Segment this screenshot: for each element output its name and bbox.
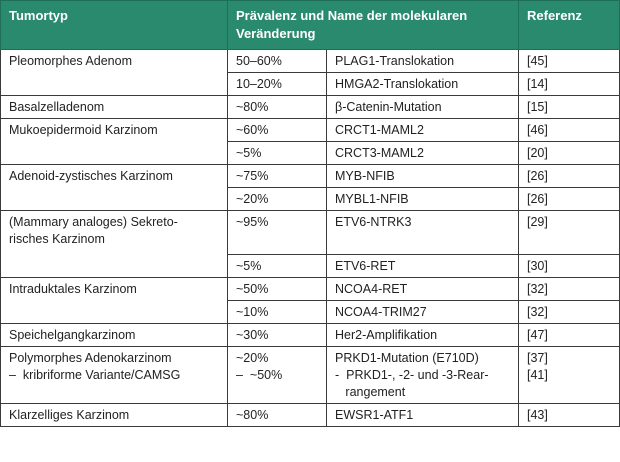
reference-cell: [32] [519,301,620,324]
alteration-cell [327,347,519,404]
table-row [1,50,620,73]
alteration-cell: CRCT3-MAML2 [327,142,519,165]
header-praevalenz: Prävalenz und Name der molekularen Veränderung [228,1,519,50]
table-row [1,347,620,404]
prevalence-cell: ~80% [228,404,327,427]
reference-cell: [43] [519,404,620,427]
tumor-cell: Pleomorphes Adenom [1,50,228,96]
tumor-cell: Basalzelladenom [1,96,228,119]
table-row [1,119,620,142]
tumor-line: (Mammary analoges) Sekreto- [9,215,178,229]
tumor-cell [1,347,228,404]
dash-symbol: – [9,368,16,382]
alteration-cell: CRCT1-MAML2 [327,119,519,142]
tumor-cell: Intraduktales Karzinom [1,278,228,324]
dash-symbol: – [236,368,243,382]
table-row [1,324,620,347]
tumor-cell [1,211,228,278]
alteration-cell: NCOA4-TRIM27 [327,301,519,324]
prevalence-cell [228,347,327,404]
alteration-cell: MYBL1-NFIB [327,188,519,211]
tumor-line: risches Karzinom [9,232,105,246]
reference-cell [519,347,620,404]
alteration-cell: MYB-NFIB [327,165,519,188]
header-tumortyp: Tumortyp [1,1,228,50]
reference-value: [41] [527,368,548,382]
alteration-line: rangement [345,385,406,399]
prevalence-cell: ~50% [228,278,327,301]
prevalence-cell: ~80% [228,96,327,119]
alteration-cell: ETV6-RET [327,255,519,278]
alteration-line: PRKD1-Mutation (E710D) [335,351,479,365]
table-header-row [1,1,620,50]
dash-symbol: - [335,368,340,382]
tumor-line: kribriforme Variante/CAMSG [22,368,181,382]
prevalence-cell: ~5% [228,255,327,278]
table-row [1,165,620,188]
reference-cell: [30] [519,255,620,278]
reference-cell: [46] [519,119,620,142]
alteration-cell: HMGA2-Translokation [327,73,519,96]
prevalence-cell: ~95% [228,211,327,255]
reference-value: [37] [527,351,548,365]
prevalence-cell: ~20% [228,188,327,211]
prevalence-cell: 10–20% [228,73,327,96]
reference-cell: [29] [519,211,620,255]
table-row [1,96,620,119]
tumor-cell: Adenoid-zystisches Karzinom [1,165,228,211]
reference-cell: [32] [519,278,620,301]
prevalence-cell: ~5% [228,142,327,165]
prevalence-value: ~50% [249,368,283,382]
tumor-cell: Klarzelliges Karzinom [1,404,228,427]
prevalence-cell: ~75% [228,165,327,188]
tumor-line: Polymorphes Adenokarzinom [9,351,172,365]
reference-cell: [20] [519,142,620,165]
reference-cell: [14] [519,73,620,96]
table-row [1,211,620,255]
prevalence-value: ~20% [236,351,269,365]
tumor-cell: Mukoepidermoid Karzinom [1,119,228,165]
prevalence-cell: ~30% [228,324,327,347]
alteration-cell: β-Catenin-Mutation [327,96,519,119]
reference-cell: [15] [519,96,620,119]
prevalence-cell: 50–60% [228,50,327,73]
table-row [1,404,620,427]
alteration-cell: PLAG1-Translokation [327,50,519,73]
reference-cell: [26] [519,165,620,188]
reference-cell: [47] [519,324,620,347]
table-row [1,278,620,301]
alteration-cell: NCOA4-RET [327,278,519,301]
alteration-line: PRKD1-, -2- und -3-Rear- [346,368,489,382]
prevalence-cell: ~10% [228,301,327,324]
reference-cell: [45] [519,50,620,73]
reference-cell: [26] [519,188,620,211]
tumor-cell: Speichelgangkarzinom [1,324,228,347]
alteration-cell: Her2-Amplifikation [327,324,519,347]
header-referenz: Referenz [519,1,620,50]
alteration-cell: EWSR1-ATF1 [327,404,519,427]
alteration-cell: ETV6-NTRK3 [327,211,519,255]
prevalence-cell: ~60% [228,119,327,142]
